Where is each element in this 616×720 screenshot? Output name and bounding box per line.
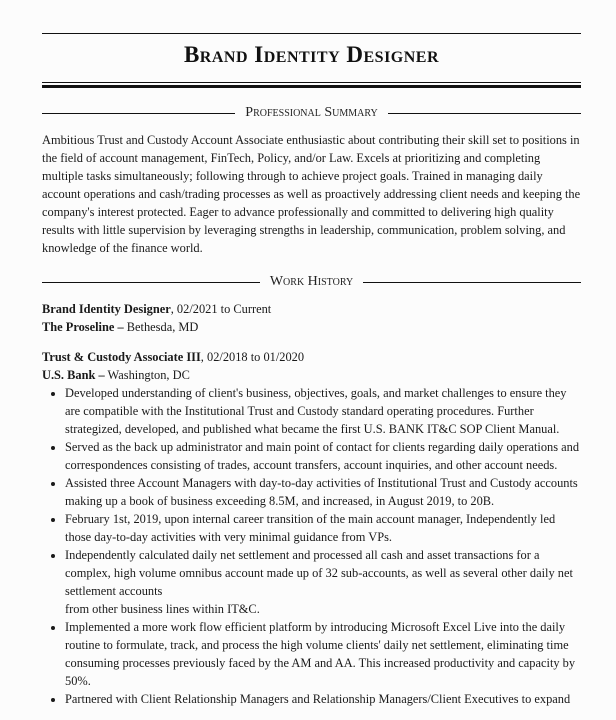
summary-text: Ambitious Trust and Custody Account Associate enthusiastic about contributing their skill set to positions in the field of account management, FinTech, Policy, and/or Law. Excels at prioritizing and completing multiple tasks simultaneously; following through to achieve project goals. Trained in managing daily account operations and cash/trading processes as well as proactively addressing client needs and keeping the company's interest protected. Eager to advance professionally and committed to delivering high quality results with little supervision by leveraging strengths in leadership, communication, problem solving, and knowledge of the finance world. <box>42 133 581 255</box>
title-divider-thick <box>42 85 581 88</box>
company-name: The Proseline – <box>42 320 124 334</box>
job-title-line <box>42 300 581 318</box>
job-entry <box>42 348 581 708</box>
job-title: Brand Identity Designer <box>42 302 171 316</box>
bullet-item: • Developed understanding of client's business, objectives, goals, and market challenges to ensure they are compatible with the Institutional Trust and Custody standard operating procedures. Further strategized, developed, and published what became the first U.S. BANK IT&C SOP Client Manual. <box>65 384 581 438</box>
job-dates: , 02/2021 to Current <box>170 302 272 316</box>
bullet-item: • Assisted three Account Managers with day-to-day activities of Institutional Trust and Custody accounts making up a book of business exceeding 8.5M, and increased, in August 2019, to 20B. <box>65 474 581 510</box>
job-title: Trust & Custody Associate III <box>42 350 201 364</box>
job-bullets <box>42 384 581 708</box>
company-location: Bethesda, MD <box>123 320 199 334</box>
work-history <box>42 300 581 720</box>
section-heading-text: Professional Summary <box>245 105 378 120</box>
bullet-text: Independently calculated daily net settlement and processed all cash and asset transactions for a complex, high volume omnibus account made up of 32 sub-accounts, as well as several other daily net settlement accounts <box>65 548 573 598</box>
company-line <box>42 318 581 336</box>
bullet-continuation: from other business lines within IT&C. <box>65 602 260 616</box>
title-divider-thin <box>42 82 581 83</box>
section-heading-text: Work History <box>269 274 354 289</box>
heading-rule-right <box>388 113 581 114</box>
top-divider <box>42 33 581 34</box>
company-location: Washington, DC <box>104 368 190 382</box>
company-line <box>42 366 581 384</box>
job-dates: , 02/2018 to 01/2020 <box>200 350 305 364</box>
company-name: U.S. Bank – <box>42 368 105 382</box>
bullet-item: • February 1st, 2019, upon internal career transition of the main account manager, Independently led those day-to-day activities with very minimal guidance from VPs. <box>65 510 581 546</box>
resume-title: Brand Identity Designer <box>183 42 440 67</box>
heading-rule-left <box>42 282 260 283</box>
bullet-item <box>65 546 581 618</box>
bullet-item: • Partnered with Client Relationship Managers and Relationship Managers/Client Executives to expand <box>65 690 581 708</box>
bullet-item: • Implemented a more work flow efficient platform by introducing Microsoft Excel Live into the daily routine to formulate, track, and process the high volume clients' daily net settlement, eliminating time consuming processes previously faced by the AM and AA. This increased productivity and capacity by 50%. <box>65 618 581 690</box>
job-title-line <box>42 348 581 366</box>
heading-rule-right <box>363 282 581 283</box>
job-entry <box>42 300 581 336</box>
section-heading-summary <box>42 105 581 121</box>
heading-rule-left <box>42 113 235 114</box>
section-heading-work <box>42 274 581 290</box>
bullet-item: • Served as the back up administrator and main point of contact for clients regarding daily operations and correspondences consisting of trades, account transfers, account inquiries, and other account needs. <box>65 438 581 474</box>
